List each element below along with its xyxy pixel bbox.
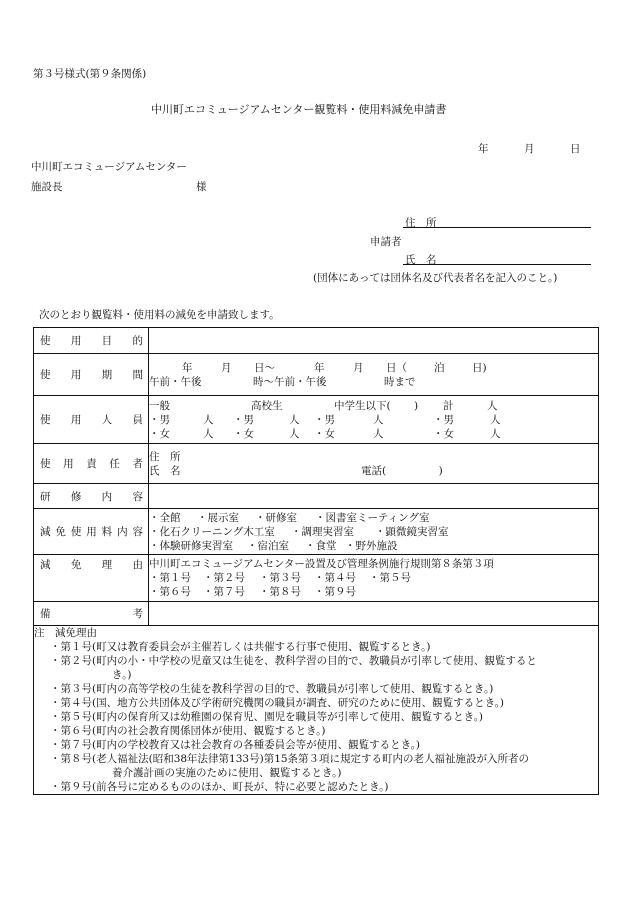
facility-experience[interactable]: ・体験研修実習室 xyxy=(149,539,233,552)
row-period xyxy=(34,354,599,396)
note-text: (町内の学校教育又は社会教育の各種委員会等が使用、観覧するとき。) xyxy=(92,739,421,751)
female-general-unit: 人 xyxy=(203,427,214,440)
note-item xyxy=(42,696,598,710)
responsible-phone-label: 電話( ) xyxy=(361,464,443,477)
note-number: ・第２号 xyxy=(50,655,92,667)
facility-training-room[interactable]: ・研修室 xyxy=(255,511,297,524)
note-item xyxy=(42,752,598,766)
facility-library[interactable]: ・図書室ミーティング室 xyxy=(315,511,430,524)
facility-fossil-woodwork[interactable]: ・化石クリーニング木工室 xyxy=(149,525,275,538)
reason-no6[interactable]: ・第６号 xyxy=(149,586,191,598)
male-junior: ・男 xyxy=(314,413,335,426)
row-notes xyxy=(34,626,599,795)
reason-no4[interactable]: ・第４号 xyxy=(314,572,356,584)
facility-cafeteria[interactable]: ・食堂 xyxy=(305,539,337,552)
note-text: (町内の保育所又は幼稚園の保育児、園児を職員等が引率して使用、観覧するとき。) xyxy=(92,711,484,723)
people-header-junior: 中学生以下( xyxy=(334,399,391,412)
date-month: 月 xyxy=(524,143,535,155)
reason-no9[interactable]: ・第９号 xyxy=(314,586,356,598)
applicant-label: 申請者 xyxy=(370,236,402,248)
people-header-junior-close: ) xyxy=(414,399,419,412)
row-responsible xyxy=(34,444,599,484)
responsible-label-cell xyxy=(34,444,149,484)
note-item xyxy=(42,640,598,654)
people-header-total: 計 xyxy=(443,399,454,412)
facilities-label-cell xyxy=(34,509,149,555)
note-item xyxy=(42,780,598,794)
facilities-label: 減免使用料内容 xyxy=(40,526,143,538)
period-label-cell xyxy=(34,354,149,396)
period-start-year: 年 xyxy=(182,361,193,374)
purpose-field[interactable] xyxy=(149,328,599,354)
responsible-name-label: 氏 名 xyxy=(149,464,181,477)
purpose-label: 使用目的 xyxy=(40,335,143,347)
people-header-total-unit: 人 xyxy=(487,399,498,412)
row-remarks xyxy=(34,602,599,626)
period-end-month: 月 xyxy=(353,361,364,374)
remarks-field[interactable] xyxy=(149,602,599,626)
note-number: ・第９号 xyxy=(50,781,92,793)
facility-cooking[interactable]: ・調理実習室 xyxy=(291,525,354,538)
note-number: ・第６号 xyxy=(50,725,92,737)
applicant-note: (団体にあっては団体名及び代表者名を記入のこと。) xyxy=(313,272,558,284)
male-total: ・男 xyxy=(433,413,454,426)
responsible-field[interactable] xyxy=(149,444,599,484)
applicant-address-field[interactable] xyxy=(403,227,591,228)
note-number: ・第３号 xyxy=(50,683,92,695)
period-end-year: 年 xyxy=(314,361,325,374)
note-text: (町内の社会教育関係団体が使用、観覧するとき。) xyxy=(92,725,326,737)
period-start-ampm: 午前・午後 xyxy=(149,375,202,388)
reason-field[interactable] xyxy=(149,555,599,602)
row-people xyxy=(34,396,599,444)
note-text: (町内の高等学校の生徒を教科学習の目的で、教職員が引率して使用、観覧するとき。) xyxy=(92,683,494,695)
female-highschool-unit: 人 xyxy=(289,427,300,440)
female-highschool: ・女 xyxy=(233,427,254,440)
period-nights: 泊 xyxy=(434,361,445,374)
people-header-highschool: 高校生 xyxy=(251,399,283,412)
addressee-honorific: 様 xyxy=(196,181,207,193)
male-highschool: ・男 xyxy=(233,413,254,426)
period-label: 使用期間 xyxy=(40,369,143,381)
note-item xyxy=(42,682,598,696)
reason-no7[interactable]: ・第７号 xyxy=(203,586,245,598)
note-text: (町又は教育委員会が主催若しくは共催する行事で使用、観覧するとき。) xyxy=(92,641,431,653)
facility-lodging[interactable]: ・宿泊室 xyxy=(247,539,289,552)
note-item xyxy=(42,738,598,752)
note-number: ・第８号 xyxy=(50,753,92,765)
note-text: (町内の小・中学校の児童又は生徒を、教科学習の目的で、教職員が引率して使用、観覧すると xyxy=(92,655,537,667)
female-total-unit: 人 xyxy=(490,427,501,440)
female-junior-unit: 人 xyxy=(373,427,384,440)
female-general: ・女 xyxy=(149,427,170,440)
training-field[interactable] xyxy=(149,484,599,509)
reason-label: 減免理由 xyxy=(40,559,143,571)
note-text-continued: き。) xyxy=(112,669,132,681)
female-total: ・女 xyxy=(433,427,454,440)
training-label: 研修内容 xyxy=(40,490,143,503)
period-field[interactable] xyxy=(149,354,599,396)
period-start-day: 日～ xyxy=(254,361,275,374)
note-text: (国、地方公共団体及び学術研究機関の職員が調査、研究のために使用、観覧するとき。) xyxy=(92,697,505,709)
notes-list xyxy=(34,640,598,794)
people-header-general: 一般 xyxy=(149,399,170,412)
facilities-field[interactable] xyxy=(149,509,599,555)
addressee-org: 中川町エコミュージアムセンター xyxy=(31,161,187,173)
responsible-label: 使用責任者 xyxy=(40,458,143,470)
row-reason xyxy=(34,555,599,602)
male-total-unit: 人 xyxy=(490,413,501,426)
applicant-name-field[interactable] xyxy=(403,264,591,265)
people-field[interactable] xyxy=(149,396,599,444)
application-table xyxy=(33,327,599,795)
remarks-label-cell xyxy=(34,602,149,626)
addressee-position: 施設長 xyxy=(31,181,63,193)
period-end-until: 時まで xyxy=(384,375,416,388)
note-text: (前各号に定めるもののほか、町長が、特に必要と認めたとき。) xyxy=(92,781,389,793)
period-days: 日) xyxy=(472,361,487,374)
reason-no8[interactable]: ・第８号 xyxy=(259,586,301,598)
male-general: ・男 xyxy=(149,413,170,426)
row-purpose xyxy=(34,328,599,354)
note-number: ・第１号 xyxy=(50,641,92,653)
applicant-name-label: 氏 名 xyxy=(405,254,437,266)
male-junior-unit: 人 xyxy=(373,413,384,426)
responsible-address-label: 住 所 xyxy=(149,450,181,463)
row-facilities xyxy=(34,509,599,555)
facility-all[interactable]: ・全館 xyxy=(149,511,181,524)
note-item xyxy=(42,710,598,724)
reason-no2[interactable]: ・第２号 xyxy=(203,572,245,584)
period-start-month: 月 xyxy=(221,361,232,374)
note-text-continued: 養介護計画の実施のために使用、観覧するとき。) xyxy=(112,767,342,779)
note-item xyxy=(42,724,598,738)
period-end-ampm: 時～午前・午後 xyxy=(253,375,327,388)
training-label-cell xyxy=(34,484,149,509)
reason-no5[interactable]: ・第５号 xyxy=(369,572,411,584)
facility-outdoor[interactable]: ・野外施設 xyxy=(345,539,398,552)
period-end-day: 日（ xyxy=(386,361,407,374)
male-highschool-unit: 人 xyxy=(289,413,300,426)
note-text: (老人福祉法(昭和38年法律第133号)第15条第３項に規定する町内の老人福祉施設が入所者の xyxy=(92,753,530,765)
note-number: ・第４号 xyxy=(50,697,92,709)
facility-exhibition[interactable]: ・展示室 xyxy=(197,511,239,524)
date-day: 日 xyxy=(570,143,581,155)
form-number: 第３号様式(第９条関係) xyxy=(33,68,147,80)
notes-heading: 注 減免理由 xyxy=(34,627,97,639)
page-title: 中川町エコミュージアムセンター観覧料・使用料減免申請書 xyxy=(151,103,447,116)
note-number: ・第５号 xyxy=(50,711,92,723)
row-training xyxy=(34,484,599,509)
reason-label-cell xyxy=(34,555,149,602)
female-junior: ・女 xyxy=(314,427,335,440)
remarks-label: 備考 xyxy=(40,608,143,620)
people-label: 使用人員 xyxy=(40,414,143,426)
intro-text: 次のとおり観覧料・使用料の減免を申請致します。 xyxy=(39,309,280,321)
applicant-address-label: 住 所 xyxy=(405,217,437,229)
male-general-unit: 人 xyxy=(203,413,214,426)
reason-no1[interactable]: ・第１号 xyxy=(149,572,191,584)
date-year: 年 xyxy=(478,143,489,155)
people-label-cell xyxy=(34,396,149,444)
facility-microscope[interactable]: ・顕微鏡実習室 xyxy=(375,525,449,538)
reason-no3[interactable]: ・第３号 xyxy=(259,572,301,584)
notes-cell xyxy=(34,626,599,795)
note-number: ・第７号 xyxy=(50,739,92,751)
note-item xyxy=(42,654,598,668)
purpose-label-cell xyxy=(34,328,149,354)
reason-regulation-text: 中川町エコミュージアムセンター設置及び管理条例施行規則第８条第３項 xyxy=(149,558,494,570)
